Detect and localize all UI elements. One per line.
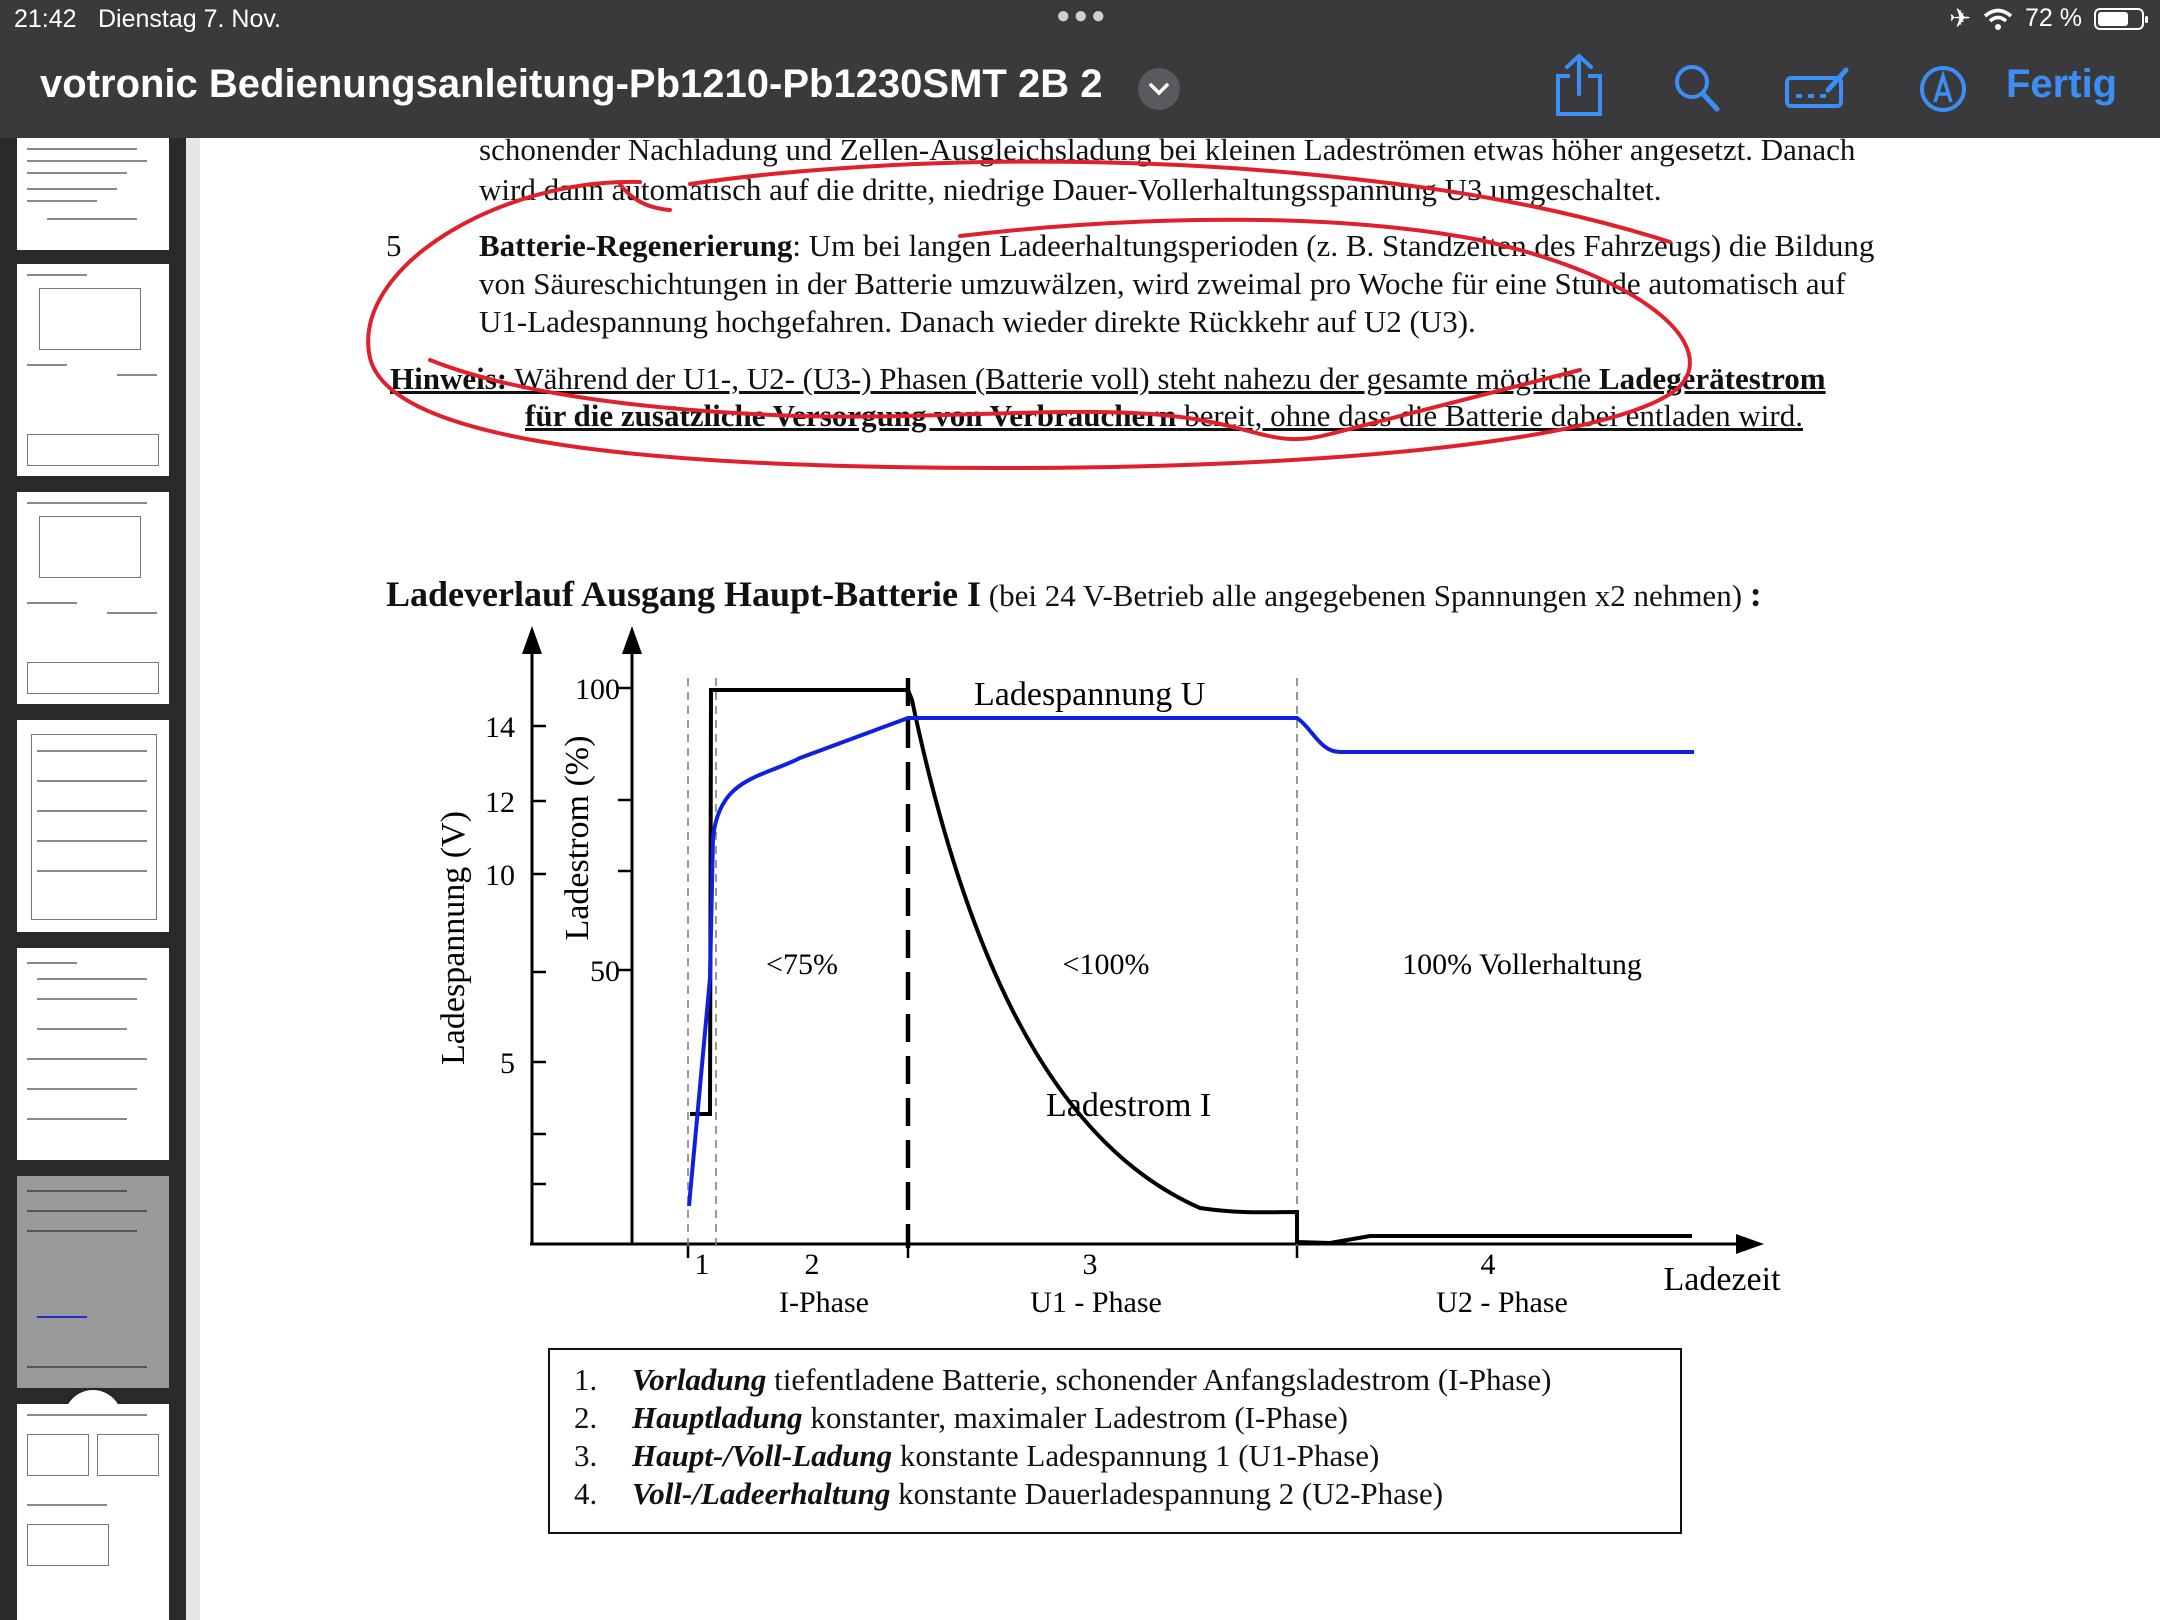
legend-text: konstanter, maximaler Ladestrom (I-Phase) xyxy=(802,1400,1348,1435)
markup-icon[interactable] xyxy=(1784,66,1850,112)
text-line: schonender Nachladung und Zellen-Ausgleichsladung bei kleinen Ladeströmen etwas höher angesetzt. Danach xyxy=(479,138,1856,167)
page-thumbnail-selected[interactable] xyxy=(17,1176,169,1388)
page-thumbnail[interactable] xyxy=(17,720,169,932)
airplane-icon: ✈ xyxy=(1949,3,1972,33)
phase-name: U2 - Phase xyxy=(1436,1286,1568,1319)
multitasking-dots-icon[interactable]: ●●● xyxy=(1056,2,1109,29)
voltage-tick-label: 14 xyxy=(485,711,515,744)
page-thumbnail[interactable] xyxy=(17,948,169,1160)
current-series-label: Ladestrom I xyxy=(1046,1087,1212,1124)
legend-text: konstante Dauerladespannung 2 (U2-Phase) xyxy=(890,1476,1444,1511)
page-thumbnail-sidebar[interactable] xyxy=(0,138,186,1620)
paragraph-line: U1-Ladespannung hochgefahren. Danach wieder direkte Rückkehr auf U2 (U3). xyxy=(479,304,1476,339)
chevron-down-icon xyxy=(1148,80,1170,98)
current-tick-label: 50 xyxy=(590,955,620,988)
legend-key: Vorladung xyxy=(632,1362,767,1397)
document-title[interactable]: votronic Bedienungsanleitung-Pb1210-Pb1230SMT 2B 2 xyxy=(40,62,1103,106)
voltage-tick-label: 12 xyxy=(485,786,515,819)
list-number: 5 xyxy=(386,228,402,263)
region-label: <100% xyxy=(1062,948,1150,981)
legend-row xyxy=(574,1362,1551,1398)
legend-row xyxy=(574,1400,1348,1436)
region-label: 100% Vollerhaltung xyxy=(1402,948,1642,981)
status-date: Dienstag 7. Nov. xyxy=(98,5,281,33)
graph-note: (bei 24 V-Betrieb alle angegebenen Spannungen x2 nehmen) xyxy=(988,578,1750,613)
text-line: wird dann automatisch auf die dritte, niedrige Dauer-Vollerhaltungsspannung U3 umgeschaltet. xyxy=(479,172,1662,207)
wifi-icon xyxy=(1983,7,2013,31)
legend-text: konstante Ladespannung 1 (U1-Phase) xyxy=(892,1438,1380,1473)
voltage-tick-label: 5 xyxy=(500,1047,515,1080)
legend-key: Hauptladung xyxy=(632,1400,803,1435)
document-page[interactable] xyxy=(200,138,2160,1620)
legend-key: Haupt-/Voll-Ladung xyxy=(632,1438,893,1473)
red-hook-stroke xyxy=(620,184,670,210)
share-icon[interactable] xyxy=(1552,52,1606,118)
legend-row xyxy=(574,1476,1443,1512)
battery-percent: 72 % xyxy=(2025,4,2082,32)
hint-label: Hinweis: xyxy=(390,361,508,396)
text-span-bold: Ladegerätestrom xyxy=(1598,361,1826,396)
current-axis-title: Ladestrom (%) xyxy=(559,735,596,941)
phase-number: 4 xyxy=(1480,1248,1496,1281)
red-pen-annotation xyxy=(368,162,1690,468)
legend-number: 1. xyxy=(574,1362,598,1397)
phase-number: 2 xyxy=(804,1248,820,1281)
legend-row xyxy=(574,1438,1379,1474)
red-ellipse-stroke xyxy=(368,182,1690,468)
page-thumbnail[interactable] xyxy=(17,138,169,250)
red-lower-stroke xyxy=(430,360,1580,439)
title-bar xyxy=(0,0,2160,138)
phase-name: U1 - Phase xyxy=(1030,1286,1162,1319)
x-axis-arrow xyxy=(1736,1234,1764,1254)
status-bar xyxy=(0,0,2160,40)
status-time: 21:42 xyxy=(14,5,77,33)
status-right xyxy=(1949,3,2144,34)
search-icon[interactable] xyxy=(1672,62,1722,114)
legend-key: Voll-/Ladeerhaltung xyxy=(632,1476,891,1511)
item-title: Batterie-Regenerierung xyxy=(479,228,793,263)
chart-axes xyxy=(522,626,1764,1258)
phase-legend-box xyxy=(548,1348,1682,1534)
current-tick-label: 100 xyxy=(575,673,620,706)
title-menu-button[interactable] xyxy=(1138,68,1180,110)
chart-labels xyxy=(435,673,1781,1319)
x-axis-title: Ladezeit xyxy=(1663,1261,1781,1298)
phase-name: I-Phase xyxy=(779,1286,869,1319)
current-axis-arrow xyxy=(622,626,642,654)
voltage-series-label: Ladespannung U xyxy=(974,676,1206,713)
legend-number: 2. xyxy=(574,1400,598,1435)
text-span-bold: für die zusätzliche Versorgung von Verbrauchern xyxy=(525,398,1177,433)
text-span: bereit, ohne dass die Batterie dabei entladen wird. xyxy=(1176,398,1803,433)
battery-icon xyxy=(2094,8,2144,30)
legend-text: tiefentladene Batterie, schonender Anfangsladestrom (I-Phase) xyxy=(766,1362,1552,1397)
done-button[interactable]: Fertig xyxy=(2006,62,2118,106)
text-span: : Um bei langen Ladeerhaltungsperioden (z. B. Standzeiten des Fahrzeugs) die Bildung xyxy=(792,228,1875,263)
voltage-axis-title: Ladespannung (V) xyxy=(435,811,472,1065)
red-top-stroke xyxy=(690,162,1670,242)
region-label: <75% xyxy=(766,948,838,981)
voltage-tick-label: 10 xyxy=(485,859,515,892)
voltage-axis-arrow xyxy=(522,626,542,654)
paragraph-line: von Säureschichtungen in der Batterie umzuwälzen, wird zweimal pro Woche für eine Stunde automatisch auf xyxy=(479,266,1846,301)
legend-number: 3. xyxy=(574,1438,598,1473)
graph-title: Ladeverlauf Ausgang Haupt-Batterie I xyxy=(386,574,982,614)
phase-number: 1 xyxy=(694,1248,710,1281)
phase-number: 3 xyxy=(1082,1248,1098,1281)
pencil-circle-icon[interactable] xyxy=(1918,64,1968,114)
page-thumbnail[interactable] xyxy=(17,1404,169,1620)
legend-number: 4. xyxy=(574,1476,598,1511)
page-thumbnail[interactable] xyxy=(17,264,169,476)
text-span: Während der U1-, U2- (U3-) Phasen (Batterie voll) steht nahezu der gesamte mögliche xyxy=(507,361,1599,396)
graph-colon: : xyxy=(1749,574,1762,614)
page-thumbnail[interactable] xyxy=(17,492,169,704)
